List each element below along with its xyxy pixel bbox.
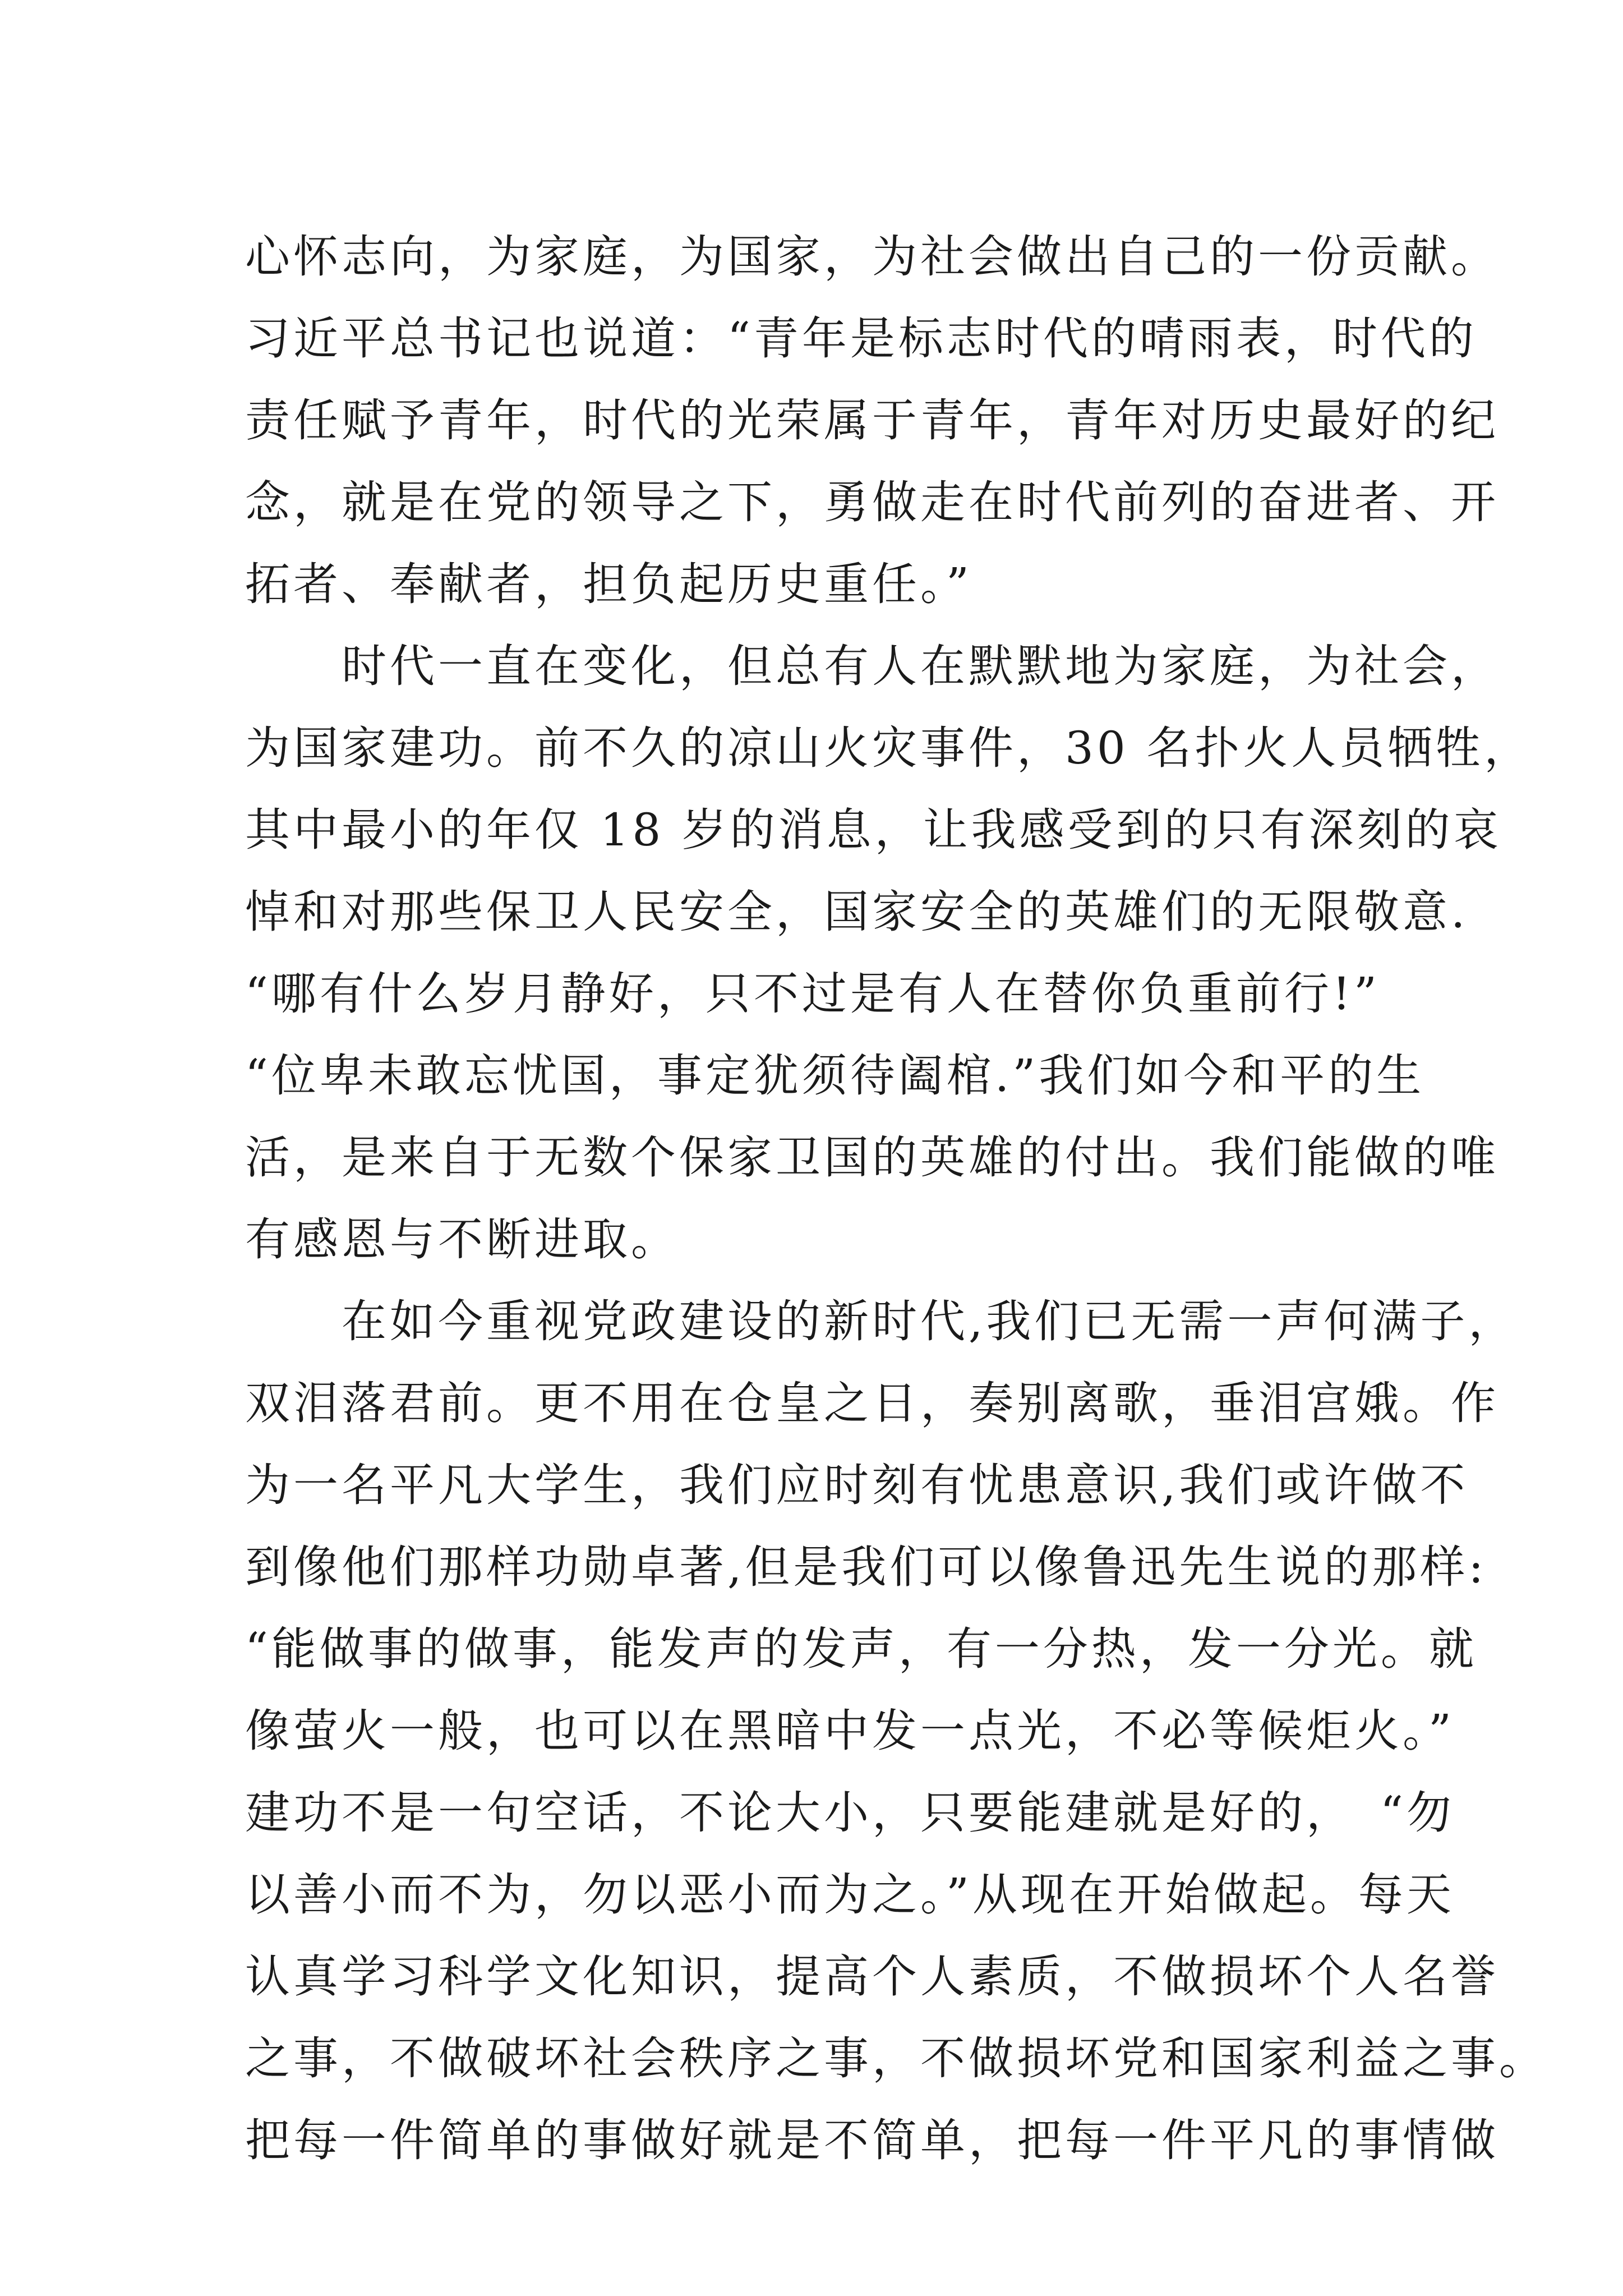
text-line: 之事，不做破坏社会秩序之事，不做损坏党和国家利益之事。 [245,2032,1547,2085]
text-line: 念，就是在党的领导之下，勇做走在时代前列的奋进者、开 [245,476,1499,528]
text-line: 建功不是一句空话，不论大小，只要能建就是好的， “勿 [245,1787,1455,1839]
text-line: “能做事的做事，能发声的发声，有一分热，发一分光。就 [245,1623,1477,1675]
text-line: 像萤火一般，也可以在黑暗中发一点光，不必等候炬火。” [245,1705,1455,1757]
text-line: 活，是来自于无数个保家卫国的英雄的付出。我们能做的唯 [245,1131,1499,1184]
text-line: 双泪落君前。更不用在仓皇之日，奏别离歌，垂泪宫娥。作 [245,1377,1499,1429]
text-line: 其中最小的年仅 18 岁的消息，让我感受到的只有深刻的哀 [245,804,1502,856]
text-line: 悼和对那些保卫人民安全，国家安全的英雄们的无限敬意. [245,886,1469,938]
text-line: 以善小而不为，勿以恶小而为之。”从现在开始做起。每天 [245,1869,1455,1921]
text-line: “位卑未敢忘忧国，事定犹须待阖棺.”我们如今和平的生 [245,1050,1425,1102]
text-line: 为一名平凡大学生，我们应时刻有忧患意识,我们或许做不 [245,1459,1469,1511]
text-line: 到像他们那样功勋卓著,但是我们可以像鲁迅先生说的那样: [245,1541,1487,1593]
text-line: 把每一件简单的事做好就是不简单，把每一件平凡的事情做 [245,2114,1499,2166]
text-line: 认真学习科学文化知识，提高个人素质，不做损坏个人名誉 [245,1950,1499,2003]
text-line: 有感恩与不断进取。 [245,1213,679,1266]
text-line: 时代一直在变化，但总有人在默默地为家庭，为社会， [245,640,1499,692]
text-line: 拓者、奉献者，担负起历史重任。” [245,558,972,610]
text-line: 心怀志向，为家庭，为国家，为社会做出自己的一份贡献。 [245,231,1499,283]
body-text [245,216,1547,2182]
text-line: 习近平总书记也说道：“青年是标志时代的晴雨表，时代的 [245,312,1477,365]
text-line: 为国家建功。前不久的凉山火灾事件，30 名扑火人员牺牲， [245,722,1533,774]
text-line: “哪有什么岁月静好，只不过是有人在替你负重前行!” [245,968,1380,1020]
text-line: 责任赋予青年，时代的光荣属于青年，青年对历史最好的纪 [245,394,1499,447]
text-line: 在如今重视党政建设的新时代,我们已无需一声何满子， [245,1295,1517,1347]
